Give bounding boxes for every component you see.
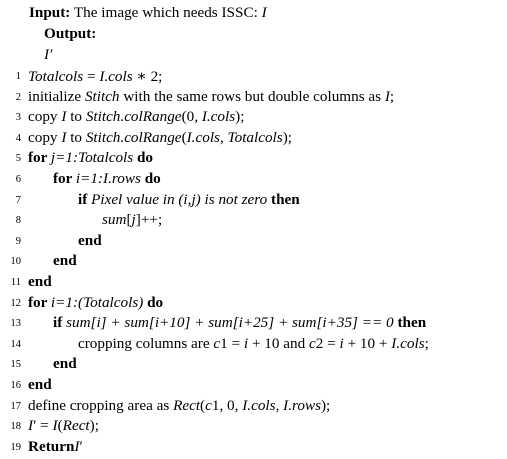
plain-text: + 10 and [248,334,310,352]
plain-text: , [275,396,284,414]
keyword: end [28,376,52,393]
math-expression: sum[i] + sum[i+10] + sum[i+25] + sum[i+35] == 0 [66,314,394,332]
plain-text: ′ = [33,417,53,435]
keyword: then [393,314,427,332]
math-expression: Stitch.colRange [85,108,182,126]
line-text [53,355,77,373]
plain-text: ); [321,396,331,414]
line-text [28,129,292,147]
algorithm-line [0,355,507,376]
math-expression: I.cols [186,128,220,146]
algorithm-line [0,88,507,109]
line-text [53,170,161,188]
line-text [28,294,163,312]
math-expression: i=1:(Totalcols) [50,293,144,311]
keyword: if [53,314,67,332]
line-text [28,67,162,86]
line-number: 18 [10,421,21,433]
keyword: for [28,149,51,167]
plain-text: ; [424,334,429,352]
line-number: 12 [10,297,21,309]
algorithm-line [0,397,507,418]
keyword: then [267,190,300,208]
math-expression: Totalcols [227,128,283,146]
output-label: Output: [44,25,97,42]
algorithm-line [0,438,507,459]
algorithm-line [0,252,507,273]
line-text [53,314,426,332]
output-value-line [44,46,52,64]
keyword: end [53,252,77,270]
plain-text: ; [389,87,395,105]
math-expression: I [61,108,67,126]
algorithm-line [0,417,507,438]
plain-text: 1 = [220,334,244,352]
math-expression: I.rows [283,396,321,414]
math-expression: I.cols [99,68,133,85]
line-text [28,397,330,415]
plain-text: ); [235,108,245,126]
output-variable: I′ [44,46,53,63]
keyword: Return [28,437,75,455]
line-number: 13 [10,318,21,330]
plain-text: ); [89,417,99,435]
plain-text: initialize [28,87,85,105]
line-number: 6 [15,174,21,185]
output-line [44,25,96,43]
line-number: 11 [10,277,21,288]
keyword: end [78,231,102,249]
line-text [28,417,99,435]
algorithm-line [0,67,507,88]
math-expression: c [213,334,221,352]
keyword: end [28,273,52,290]
math-expression: I [384,87,390,105]
input-line [29,4,267,22]
plain-text: ( [57,417,63,435]
keyword: end [53,355,77,373]
plain-text: ∗ 2; [132,68,163,85]
plain-text: define cropping area as [28,396,174,414]
math-expression: Stitch [84,87,120,105]
math-expression: j=1:Totalcols [50,149,134,167]
algorithm-line [0,108,507,129]
line-number: 8 [15,215,21,227]
input-variable: I [261,4,267,21]
line-number: 19 [10,441,21,453]
math-expression: I.cols [391,334,425,352]
math-expression: Stitch.colRange [85,128,182,146]
line-number: 3 [15,112,21,124]
keyword: for [53,170,76,187]
plain-text: = [83,68,100,85]
math-expression: Rect [173,396,201,414]
math-expression: I [74,437,80,455]
plain-text: , [219,128,228,146]
plain-text: copy [28,128,62,146]
plain-text: ); [282,128,292,146]
line-number: 14 [10,338,21,350]
line-number: 1 [15,71,21,82]
math-expression: Pixel value in (i,j) is not zero [91,190,268,208]
math-expression: i [243,334,249,352]
plain-text: to [66,128,86,146]
algorithm-line [0,129,507,150]
input-text: The image which needs ISSC: [70,4,262,21]
algorithm-line [0,232,507,253]
algorithm-line [0,314,507,335]
line-number: 7 [15,194,21,206]
math-expression: c [205,396,212,414]
line-number: 17 [10,400,21,412]
line-number: 2 [15,91,21,103]
line-text [78,191,300,209]
math-expression: j [131,211,136,229]
math-expression: sum [102,211,127,229]
math-expression: I.cols [242,396,276,414]
plain-text: (0, [181,108,202,126]
algorithm-line [0,170,507,191]
math-expression: Rect [62,417,90,435]
line-text [78,335,429,353]
keyword: if [78,190,92,208]
keyword: do [143,293,164,311]
algorithm-line [0,273,507,294]
plain-text: cropping columns are [78,334,214,352]
math-expression: I [28,417,34,435]
algorithm-line [0,211,507,232]
plain-text: with the same rows but double columns as [119,87,385,105]
algorithm-line [0,294,507,315]
algorithm-line [0,376,507,397]
plain-text: ( [181,128,187,146]
keyword: do [140,170,161,187]
plain-text: 2 = [315,334,340,352]
math-expression: I [61,128,67,146]
line-number: 10 [10,256,21,268]
line-text [102,211,162,229]
line-number: 9 [15,235,21,247]
line-number: 15 [10,359,21,371]
keyword: do [133,149,154,167]
line-text [78,232,102,250]
algorithm-line [0,191,507,212]
plain-text: 1, 0, [211,396,243,414]
plain-text: ′ [79,437,83,455]
math-expression: i=1:I.rows [75,170,141,187]
plain-text: copy [28,108,62,126]
line-number: 16 [10,380,21,391]
math-expression: i [339,334,344,352]
math-expression: c [309,334,316,352]
line-number: 4 [15,132,21,144]
line-text [28,273,52,291]
line-text [53,252,77,270]
plain-text: + 10 + [343,334,392,352]
algorithm-line [0,335,507,356]
line-text [28,149,153,167]
plain-text: to [66,108,86,126]
math-expression: I [52,417,58,435]
line-text [28,376,52,394]
line-text [28,438,83,456]
keyword: for [28,293,51,311]
plain-text: [ [126,211,132,229]
input-label: Input: [29,4,71,21]
math-expression: I.cols [201,108,236,126]
line-text [28,88,394,106]
plain-text: ]++; [135,211,163,229]
line-number: 5 [15,153,21,165]
line-text [28,108,244,126]
plain-text: ( [200,396,206,414]
algorithm-line [0,149,507,170]
math-expression: Totalcols [28,68,84,85]
